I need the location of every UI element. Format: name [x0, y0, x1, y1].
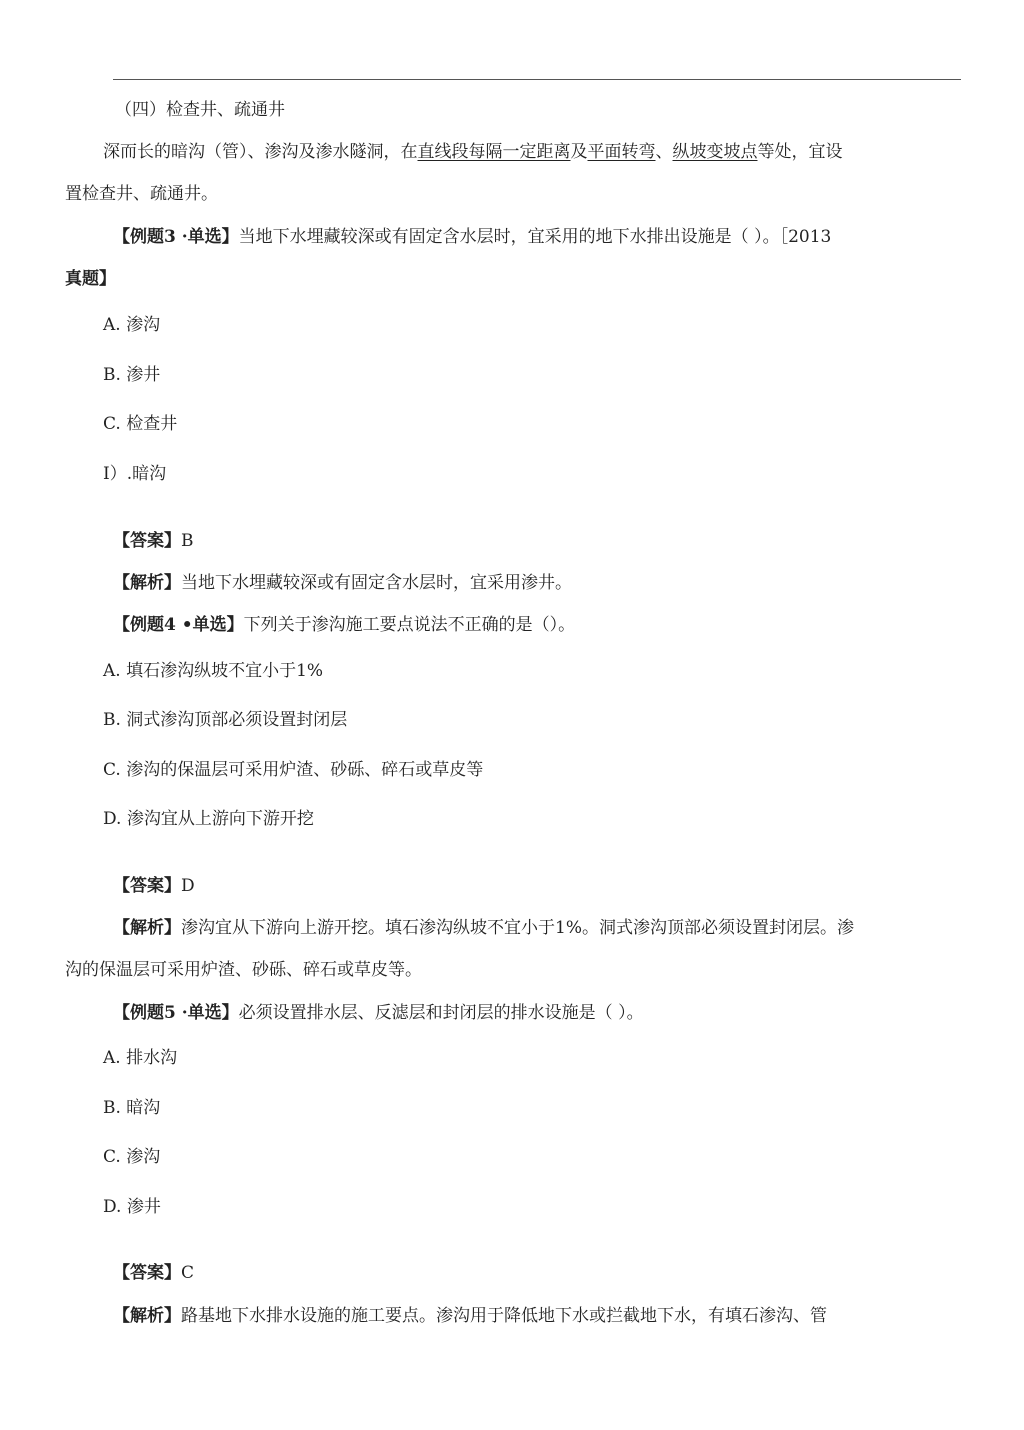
underlined-term-straight-section: 直线段每隔一定距离 — [417, 142, 571, 162]
q3-option-d: I）.暗沟 — [103, 464, 167, 484]
section-paragraph-line-2: 置检查井、疏通井。 — [65, 184, 218, 204]
para-text-3: 、 — [655, 142, 673, 162]
q4-option-b: B. 洞式渗沟顶部必须设置封闭层 — [103, 710, 348, 730]
q5-option-a: A. 排水沟 — [103, 1048, 178, 1068]
q3-option-a: A. 渗沟 — [103, 315, 161, 335]
q5-analysis-text: 路基地下水排水设施的施工要点。渗沟用于降低地下水或拦截地下水，有填石渗沟、管 — [181, 1306, 827, 1326]
q4-answer-value: D — [181, 876, 195, 896]
q4-analysis-line-2: 沟的保温层可采用炉渣、砂砾、碎石或草皮等。 — [65, 960, 422, 980]
q5-answer-tag: 【答案】 — [113, 1263, 181, 1283]
underlined-term-slope-change: 纵坡变坡点 — [672, 142, 758, 162]
q4-analysis-tag: 【解析】 — [113, 918, 181, 938]
q5-answer — [113, 1262, 194, 1284]
q5-analysis — [113, 1305, 827, 1327]
q3-analysis-text: 当地下水埋藏较深或有固定含水层时，宜采用渗井。 — [181, 573, 572, 593]
q3-answer-tag: 【答案】 — [113, 531, 181, 551]
q4-tag: 【例题4 •单选】 — [113, 615, 244, 635]
q3-stem-line-2: 真题】 — [65, 269, 116, 289]
q3-analysis — [113, 572, 572, 594]
q3-analysis-tag: 【解析】 — [113, 573, 181, 593]
q3-answer — [113, 530, 194, 552]
q5-option-c: C. 渗沟 — [103, 1147, 161, 1167]
q4-answer — [113, 875, 195, 897]
q3-stem-line-1 — [113, 226, 831, 248]
q4-option-d: D. 渗沟宜从上游向下游开挖 — [103, 809, 314, 829]
q3-tag: 【例题3 ·单选】 — [113, 227, 239, 247]
q5-stem — [113, 1002, 644, 1024]
section-paragraph-line-1 — [103, 141, 843, 163]
q3-stem-text: 当地下水埋藏较深或有固定含水层时，宜采用的地下水排出设施是（ ）。［2013 — [238, 227, 832, 247]
q5-option-d: D. 渗井 — [103, 1197, 161, 1217]
q5-analysis-tag: 【解析】 — [113, 1306, 181, 1326]
q4-option-c: C. 渗沟的保温层可采用炉渣、砂砾、碎石或草皮等 — [103, 760, 484, 780]
q3-option-b: B. 渗井 — [103, 365, 161, 385]
q5-stem-text: 必须设置排水层、反滤层和封闭层的排水设施是（ ）。 — [238, 1003, 644, 1023]
q5-option-b: B. 暗沟 — [103, 1098, 161, 1118]
para-text-4: 等处，宜设 — [757, 142, 843, 162]
underlined-term-plane-turn: 平面转弯 — [587, 142, 656, 162]
para-text-2: 及 — [570, 142, 588, 162]
q5-answer-value: C — [181, 1263, 195, 1283]
para-text-1: 深而长的暗沟（管）、渗沟及渗水隧洞，在 — [103, 142, 418, 162]
q4-stem — [113, 614, 575, 636]
q4-answer-tag: 【答案】 — [113, 876, 181, 896]
q4-analysis-line-1 — [113, 917, 854, 939]
q4-analysis-text: 渗沟宜从下游向上游开挖。填石渗沟纵坡不宜小于1%。洞式渗沟顶部必须设置封闭层。渗 — [181, 918, 854, 938]
header-rule — [113, 79, 961, 80]
q4-stem-text: 下列关于渗沟施工要点说法不正确的是（）。 — [243, 615, 576, 635]
q3-option-c: C. 检查井 — [103, 414, 178, 434]
q4-option-a: A. 填石渗沟纵坡不宜小于1% — [103, 661, 324, 681]
q5-tag: 【例题5 ·单选】 — [113, 1003, 239, 1023]
q3-answer-value: B — [181, 531, 194, 551]
section-heading: （四）检查井、疏通井 — [115, 100, 285, 120]
